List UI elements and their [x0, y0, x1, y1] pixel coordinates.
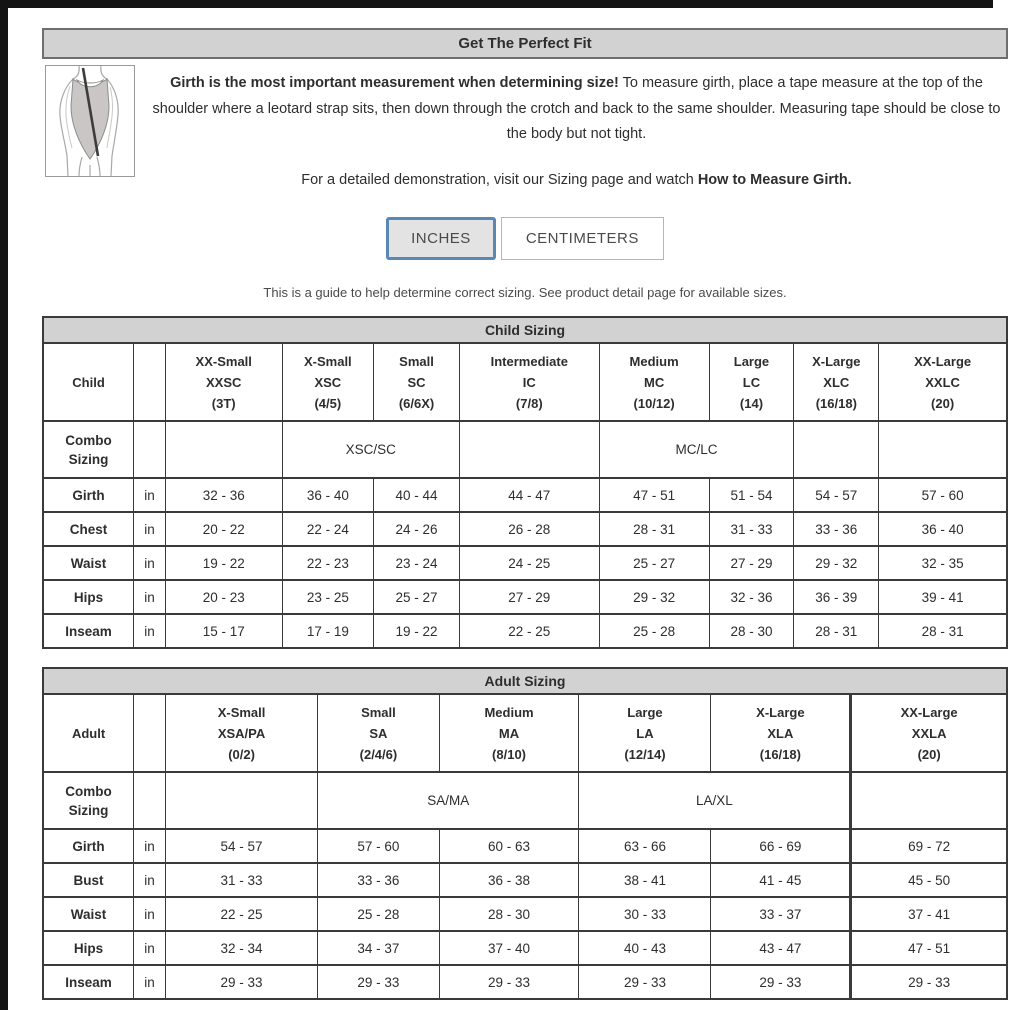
measurement-value: 25 - 28 [599, 614, 709, 648]
measurement-value: 36 - 40 [282, 478, 374, 512]
unit-cell: in [134, 863, 166, 897]
measurement-value: 17 - 19 [282, 614, 374, 648]
girth-instructions-bold: Girth is the most important measurement when determining size! [170, 75, 619, 91]
measurement-value: 29 - 33 [711, 965, 851, 999]
demo-line [147, 168, 1006, 194]
size-column-header: Large LA (12/14) [579, 694, 711, 772]
measurement-value: 32 - 36 [709, 580, 794, 614]
row-label: Hips [43, 580, 134, 614]
size-column-header: XX-Large XXLA (20) [851, 694, 1007, 772]
measurement-value: 24 - 26 [374, 512, 460, 546]
measurement-value: 30 - 33 [579, 897, 711, 931]
measurement-value: 38 - 41 [579, 863, 711, 897]
table-title-row [43, 317, 1007, 343]
measurement-value: 20 - 22 [165, 512, 282, 546]
measurement-value: 47 - 51 [851, 931, 1007, 965]
measurement-value: 25 - 28 [318, 897, 439, 931]
measurement-value: 40 - 44 [374, 478, 460, 512]
measurement-value: 25 - 27 [374, 580, 460, 614]
measurement-value: 22 - 25 [459, 614, 599, 648]
measurement-value: 51 - 54 [709, 478, 794, 512]
measurement-value: 19 - 22 [374, 614, 460, 648]
size-column-header: Medium MC (10/12) [599, 343, 709, 421]
demo-line-bold: How to Measure Girth. [697, 171, 852, 188]
row-label: Chest [43, 512, 134, 546]
measurement-row-girth [43, 829, 1007, 863]
measurement-row-waist [43, 897, 1007, 931]
measurement-row-waist [43, 546, 1007, 580]
table-title: Adult Sizing [43, 668, 1007, 694]
measurement-value: 29 - 32 [794, 546, 879, 580]
combo-cell: XSC/SC [282, 421, 459, 478]
measurement-value: 33 - 36 [318, 863, 439, 897]
table-title-row [43, 668, 1007, 694]
measurement-value: 31 - 33 [165, 863, 317, 897]
table-corner-label: Child [43, 343, 134, 421]
measurement-value: 29 - 33 [439, 965, 579, 999]
size-chart-page [42, 28, 1008, 1000]
measurement-row-hips [43, 580, 1007, 614]
measurement-value: 29 - 33 [165, 965, 317, 999]
size-column-header: Small SC (6/6X) [374, 343, 460, 421]
girth-instructions-rest: To measure girth, place a tape measure at the top of the shoulder where a leotard strap sits, then down through the crotch and back to the same shoulder. Measuring tape should be close to the body but not tight. [152, 75, 1001, 142]
row-label: Bust [43, 863, 134, 897]
measurement-value: 66 - 69 [711, 829, 851, 863]
size-column-header: X-Small XSC (4/5) [282, 343, 374, 421]
measurement-value: 26 - 28 [459, 512, 599, 546]
combo-cell [459, 421, 599, 478]
row-label: Inseam [43, 965, 134, 999]
measurement-value: 57 - 60 [318, 829, 439, 863]
measurement-value: 40 - 43 [579, 931, 711, 965]
measurement-value: 25 - 27 [599, 546, 709, 580]
combo-cell [879, 421, 1007, 478]
size-column-header: XX-Large XXLC (20) [879, 343, 1007, 421]
unit-header-cell [134, 694, 166, 772]
unit-cell: in [134, 478, 166, 512]
size-column-header: XX-Small XXSC (3T) [165, 343, 282, 421]
size-column-header: Large LC (14) [709, 343, 794, 421]
measurement-value: 22 - 25 [165, 897, 317, 931]
page-frame-left [0, 0, 8, 1010]
size-column-header: Small SA (2/4/6) [318, 694, 439, 772]
measurement-value: 28 - 31 [599, 512, 709, 546]
measurement-value: 29 - 33 [318, 965, 439, 999]
size-header-row [43, 343, 1007, 421]
table-title: Child Sizing [43, 317, 1007, 343]
sizing-note: This is a guide to help determine correct sizing. See product detail page for available sizes. [263, 285, 787, 300]
measurement-value: 28 - 30 [709, 614, 794, 648]
unit-cell: in [134, 931, 166, 965]
measurement-value: 60 - 63 [439, 829, 579, 863]
measurement-value: 31 - 33 [709, 512, 794, 546]
unit-cell [134, 421, 166, 478]
measurement-value: 27 - 29 [709, 546, 794, 580]
row-label: Inseam [43, 614, 134, 648]
measurement-value: 20 - 23 [165, 580, 282, 614]
size-column-header: Medium MA (8/10) [439, 694, 579, 772]
measurement-value: 57 - 60 [879, 478, 1007, 512]
measurement-value: 41 - 45 [711, 863, 851, 897]
measurement-value: 28 - 31 [794, 614, 879, 648]
unit-cell: in [134, 897, 166, 931]
centimeters-button[interactable]: CENTIMETERS [501, 217, 664, 260]
row-label: Waist [43, 897, 134, 931]
measurement-value: 45 - 50 [851, 863, 1007, 897]
unit-cell: in [134, 546, 166, 580]
size-column-header: X-Small XSA/PA (0/2) [165, 694, 317, 772]
unit-cell: in [134, 829, 166, 863]
combo-sizing-row [43, 421, 1007, 478]
unit-toggle [42, 217, 1008, 260]
combo-cell [165, 421, 282, 478]
intro-section [42, 65, 1008, 193]
measurement-value: 37 - 40 [439, 931, 579, 965]
measurement-value: 19 - 22 [165, 546, 282, 580]
measurement-row-hips [43, 931, 1007, 965]
measurement-row-girth [43, 478, 1007, 512]
size-column-header: X-Large XLA (16/18) [711, 694, 851, 772]
unit-header-cell [134, 343, 166, 421]
measurement-value: 28 - 31 [879, 614, 1007, 648]
unit-cell: in [134, 580, 166, 614]
combo-cell: MC/LC [599, 421, 794, 478]
size-column-header: Intermediate IC (7/8) [459, 343, 599, 421]
measurement-value: 29 - 33 [579, 965, 711, 999]
measurement-value: 29 - 32 [599, 580, 709, 614]
girth-instructions [147, 71, 1006, 148]
measurement-value: 32 - 36 [165, 478, 282, 512]
measurement-value: 24 - 25 [459, 546, 599, 580]
measurement-value: 54 - 57 [165, 829, 317, 863]
row-label: Girth [43, 478, 134, 512]
measurement-value: 29 - 33 [851, 965, 1007, 999]
measurement-value: 54 - 57 [794, 478, 879, 512]
combo-cell [165, 772, 317, 829]
row-label: Hips [43, 931, 134, 965]
measurement-value: 36 - 39 [794, 580, 879, 614]
page-title: Get The Perfect Fit [42, 28, 1008, 59]
combo-sizing-row [43, 772, 1007, 829]
measurement-value: 63 - 66 [579, 829, 711, 863]
measurement-value: 32 - 34 [165, 931, 317, 965]
page-frame-top [0, 0, 993, 8]
measurement-row-bust [43, 863, 1007, 897]
row-label: Girth [43, 829, 134, 863]
size-column-header: X-Large XLC (16/18) [794, 343, 879, 421]
unit-cell: in [134, 614, 166, 648]
measurement-value: 33 - 36 [794, 512, 879, 546]
row-label: Combo Sizing [43, 772, 134, 829]
measurement-value: 22 - 23 [282, 546, 374, 580]
unit-cell: in [134, 512, 166, 546]
measurement-value: 36 - 40 [879, 512, 1007, 546]
measurement-value: 43 - 47 [711, 931, 851, 965]
measurement-value: 33 - 37 [711, 897, 851, 931]
measurement-row-inseam [43, 965, 1007, 999]
measurement-value: 32 - 35 [879, 546, 1007, 580]
unit-cell: in [134, 965, 166, 999]
child-sizing-table [42, 316, 1008, 649]
demo-line-text: For a detailed demonstration, visit our Sizing page and watch [301, 171, 698, 188]
measurement-value: 22 - 24 [282, 512, 374, 546]
measurement-row-chest [43, 512, 1007, 546]
measurement-value: 27 - 29 [459, 580, 599, 614]
combo-cell [794, 421, 879, 478]
intro-text [135, 65, 1008, 193]
measurement-value: 39 - 41 [879, 580, 1007, 614]
measurement-value: 15 - 17 [165, 614, 282, 648]
measurement-value: 23 - 25 [282, 580, 374, 614]
unit-cell [134, 772, 166, 829]
row-label: Waist [43, 546, 134, 580]
table-corner-label: Adult [43, 694, 134, 772]
measurement-value: 47 - 51 [599, 478, 709, 512]
size-header-row [43, 694, 1007, 772]
measurement-value: 23 - 24 [374, 546, 460, 580]
leotard-girth-diagram-icon [45, 65, 135, 177]
adult-sizing-table [42, 667, 1008, 1000]
measurement-row-inseam [43, 614, 1007, 648]
measurement-value: 36 - 38 [439, 863, 579, 897]
combo-cell: SA/MA [318, 772, 579, 829]
row-label: Combo Sizing [43, 421, 134, 478]
inches-button[interactable]: INCHES [386, 217, 496, 260]
measurement-value: 34 - 37 [318, 931, 439, 965]
measurement-value: 69 - 72 [851, 829, 1007, 863]
measurement-value: 37 - 41 [851, 897, 1007, 931]
combo-cell [851, 772, 1007, 829]
measurement-value: 28 - 30 [439, 897, 579, 931]
combo-cell: LA/XL [579, 772, 851, 829]
measurement-value: 44 - 47 [459, 478, 599, 512]
